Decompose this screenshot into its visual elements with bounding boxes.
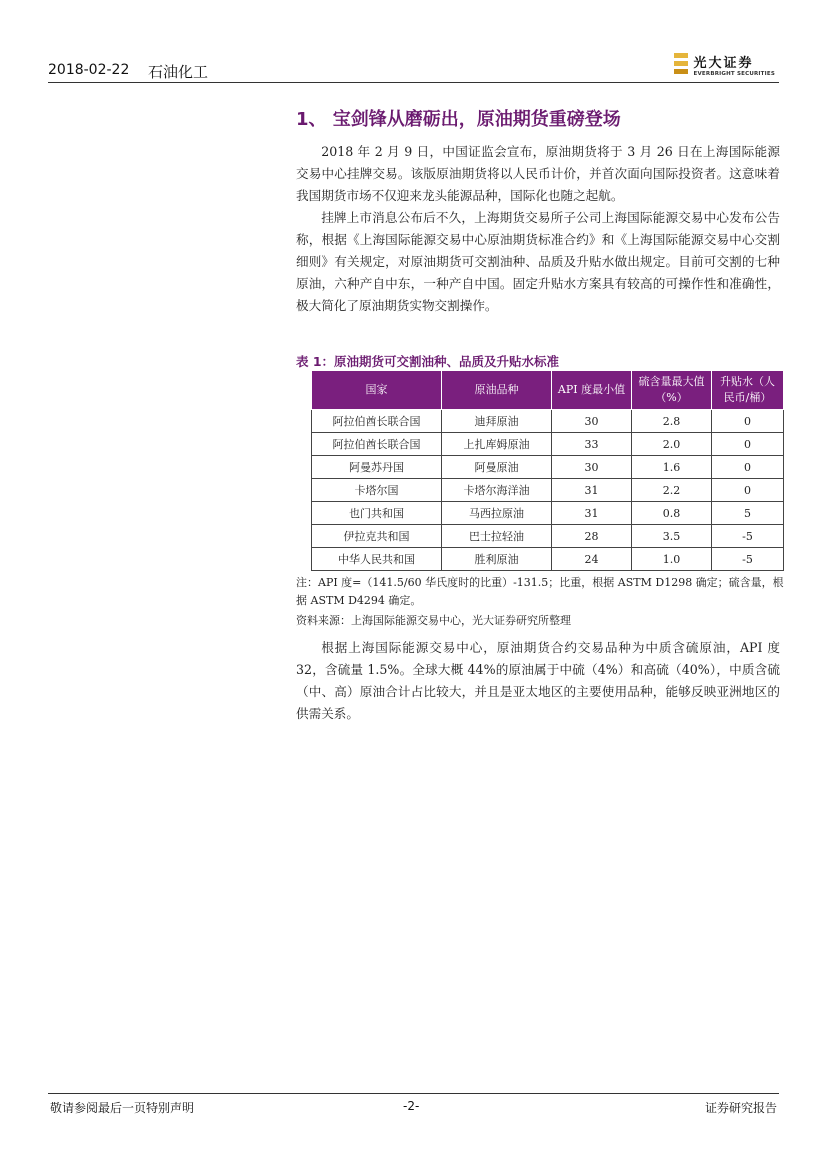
cell-premium: 0	[712, 456, 784, 479]
table-row	[312, 525, 784, 548]
table-source: 资料来源：上海国际能源交易中心，光大证券研究所整理	[296, 614, 571, 627]
cell-premium: 0	[712, 479, 784, 502]
cell-crude-type: 胜利原油	[442, 548, 552, 571]
cell-sulfur: 3.5	[632, 525, 712, 548]
cell-crude-type: 迪拜原油	[442, 410, 552, 433]
sector-label: 石油化工	[148, 63, 209, 81]
cell-sulfur: 0.8	[632, 502, 712, 525]
col-header-api-min: API 度最小值	[552, 371, 632, 410]
cell-api: 30	[552, 410, 632, 433]
cell-sulfur: 2.8	[632, 410, 712, 433]
paragraph-3: 根据上海国际能源交易中心，原油期货合约交易品种为中质含硫原油，API 度 32，含硫量 1.5%。全球大概 44%的原油属于中硫（4%）和高硫（40%），中质含硫（中、高）原油合计占比较大，并且是亚太地区的主要使用品种，能够反映亚洲地区的供需关系。	[296, 640, 780, 721]
table-title: 表 1：原油期货可交割油种、品质及升贴水标准	[296, 354, 560, 369]
cell-country: 阿曼苏丹国	[312, 456, 442, 479]
cell-sulfur: 2.0	[632, 433, 712, 456]
cell-premium: -5	[712, 525, 784, 548]
cell-api: 28	[552, 525, 632, 548]
table-row	[312, 548, 784, 571]
cell-sulfur: 1.6	[632, 456, 712, 479]
cell-country: 阿拉伯酋长联合国	[312, 433, 442, 456]
cell-api: 31	[552, 502, 632, 525]
page-header	[48, 56, 779, 83]
cell-crude-type: 阿曼原油	[442, 456, 552, 479]
page-number: -2-	[403, 1099, 420, 1113]
col-header-sulfur-max: 硫含量最大值（%）	[632, 371, 712, 410]
logo-mark-icon	[674, 53, 688, 75]
cell-api: 33	[552, 433, 632, 456]
paragraph-2: 挂牌上市消息公布后不久，上海期货交易所子公司上海国际能源交易中心发布公告称，根据《上海国际能源交易中心原油期货标准合约》和《上海国际能源交易中心交割细则》有关规定，对原油期货可交割油种、品质及升贴水做出规定。目前可交割的七种原油，六种产自中东，一种产自中国。固定升贴水方案具有较高的可操作性和准确性，极大简化了原油期货实物交割操作。	[296, 210, 780, 313]
paragraph-1: 2018 年 2 月 9 日，中国证监会宣布，原油期货将于 3 月 26 日在上海国际能源交易中心挂牌交易。该版原油期货将以人民币计价，并首次面向国际投资者。这意味着我国期货市场不仅迎来龙头能源品种，国际化也随之起航。	[296, 144, 780, 203]
logo-name-en: EVERBRIGHT SECURITIES	[693, 70, 775, 77]
cell-country: 中华人民共和国	[312, 548, 442, 571]
cell-premium: -5	[712, 548, 784, 571]
cell-crude-type: 马西拉原油	[442, 502, 552, 525]
section-title: 1、 宝剑锋从磨砺出，原油期货重磅登场	[296, 109, 621, 130]
cell-premium: 0	[712, 433, 784, 456]
report-date: 2018-02-22	[48, 62, 130, 78]
table-row	[312, 433, 784, 456]
cell-country: 也门共和国	[312, 502, 442, 525]
cell-crude-type: 巴士拉轻油	[442, 525, 552, 548]
crude-oil-table	[311, 370, 784, 571]
cell-api: 30	[552, 456, 632, 479]
table-row	[312, 479, 784, 502]
cell-api: 31	[552, 479, 632, 502]
cell-api: 24	[552, 548, 632, 571]
table-row	[312, 502, 784, 525]
table-note: 注：API 度=（141.5/60 华氏度时的比重）-131.5；比重，根据 ASTM D1298 确定；硫含量，根据 ASTM D4294 确定。	[296, 576, 784, 607]
footer-disclaimer: 敬请参阅最后一页特别声明	[50, 1101, 195, 1115]
cell-premium: 5	[712, 502, 784, 525]
cell-crude-type: 卡塔尔海洋油	[442, 479, 552, 502]
cell-country: 卡塔尔国	[312, 479, 442, 502]
cell-crude-type: 上扎库姆原油	[442, 433, 552, 456]
cell-sulfur: 1.0	[632, 548, 712, 571]
col-header-country: 国家	[312, 371, 442, 410]
brand-logo	[674, 50, 775, 78]
footer-report-type: 证券研究报告	[704, 1101, 777, 1115]
table-row	[312, 410, 784, 433]
footer-rule	[48, 1093, 779, 1094]
table-row	[312, 456, 784, 479]
cell-country: 伊拉克共和国	[312, 525, 442, 548]
cell-country: 阿拉伯酋长联合国	[312, 410, 442, 433]
cell-premium: 0	[712, 410, 784, 433]
logo-name-cn: 光大证券	[693, 55, 754, 71]
table-header-row	[312, 371, 784, 410]
col-header-premium: 升贴水（人民币/桶）	[712, 371, 784, 410]
cell-sulfur: 2.2	[632, 479, 712, 502]
col-header-crude-type: 原油品种	[442, 371, 552, 410]
